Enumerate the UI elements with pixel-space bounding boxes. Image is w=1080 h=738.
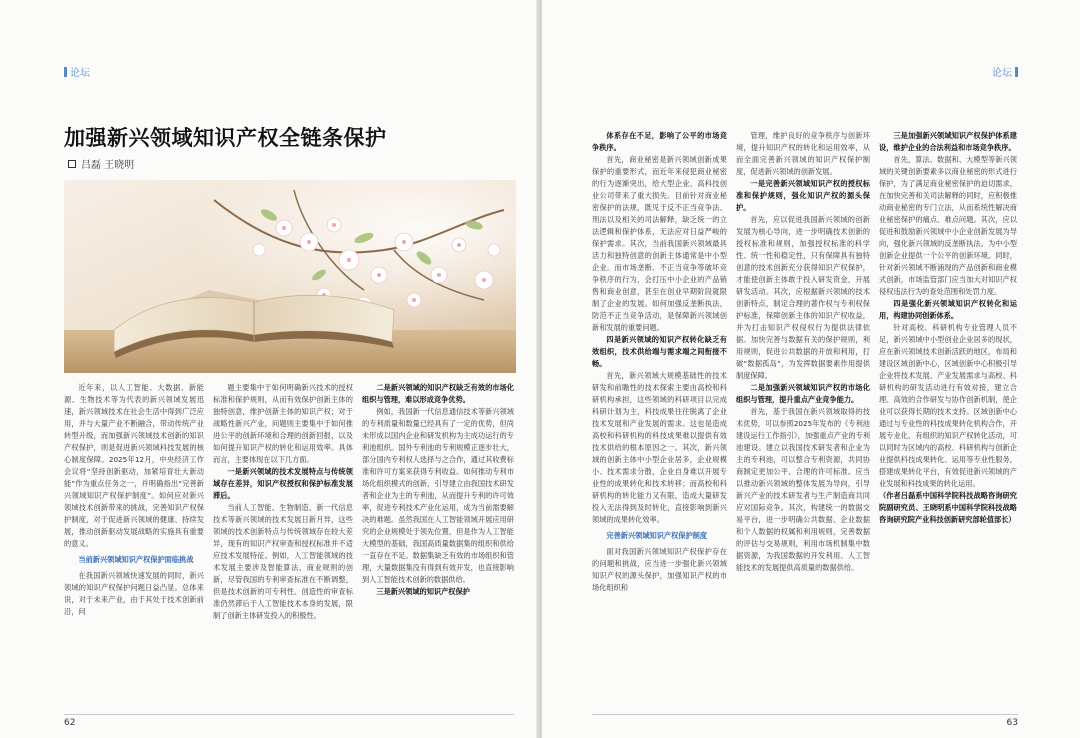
section-heading: 当前新兴领域知识产权保护面临挑战 — [78, 555, 194, 564]
section-label-text: 论坛 — [992, 68, 1012, 79]
section-marker-icon — [1015, 67, 1018, 77]
right-column-2 — [736, 130, 870, 718]
open-book-blossom-illustration — [64, 180, 516, 373]
right-column-3 — [879, 130, 1017, 718]
point-heading: 二是加强新兴领域知识产权的市场化组织与管理，提升重点产业竞争能力。 — [736, 383, 870, 404]
right-column-1 — [592, 130, 727, 718]
page-number-left: 62 — [64, 718, 76, 728]
left-column-2 — [213, 382, 353, 694]
page-number-right: 63 — [1006, 718, 1018, 728]
section-heading: 完善新兴领域知识产权保护制度 — [606, 531, 708, 540]
left-page — [0, 0, 538, 738]
paragraph: 首先，商业秘密是新兴领域创新成果保护的重要形式，而近年来侵犯商业秘密的行为逐渐突出，给大型企业、高科技创业公司带来了重大损失。目前针对商业秘密保护的法规，既见于反不正当竞争法、刑法以及相关的司法解释，缺乏统一的立法逻辑和保护体系，无法应对日益严峻的保护需求。其次，当前我国新兴领域最具活力和独特创意的创新主体通常是中小型企业。而市场垄断、不正当竞争等破坏竞争秩序的行为，会打压中小企业的产品销售和商业创意，甚至在创业早期阶段就限制了企业的发展。如何加强反垄断执法，防范不正当竞争活动，是保障新兴领域创新和发展的重要问题。 — [592, 155, 727, 332]
paragraph: 首先，新兴领域大规模基础性的技术研发和前瞻性的技术探索主要由高校和科研机构承担，这些领域的科研项目以完成科研计划为主，科技成果往往脱离了企业技术发展和产业发展的需求。这也是造成高校和科研机构的科技成果难以提供有效技术供给的根本原因之一。其次，新兴领域的创新主体中小型企业居多，企业规模小、技术需求分散，企业自身难以开展专业性的成果转化和技术转移；而高校和科研机构的转化能力又有限，造成大量研发投入无法得到及时转化，直接影响到新兴领域的成果转化效率。 — [592, 371, 727, 524]
section-label-left — [64, 64, 90, 79]
point-heading: 体系存在不足，影响了公平的市场竞争秩序。 — [592, 131, 727, 152]
paragraph: 面对我国新兴领域知识产权保护存在的问题和挑战，应当进一步强化新兴领域知识产权的源头保护，加强知识产权的市场化组织和 — [592, 547, 727, 592]
paragraph: 管理，维护良好的竞争秩序与创新环境，提升知识产权的转化和运用效率，从而全面完善新兴领域的知识产权保护制度，促进新兴领域的创新发展。 — [736, 131, 870, 176]
byline-box-icon — [68, 160, 76, 168]
left-column-1 — [64, 382, 204, 694]
footer-rule-right — [592, 714, 1018, 715]
point-heading: 一是完善新兴领域知识产权的授权标准和保护规则，强化知识产权的源头保护。 — [736, 179, 870, 212]
paragraph: 首先，基于我国在新兴领域取得的技术优势，可以参照2025年发布的《专利池建设运行工作指引》，加强重点产业的专利池建设。建立以我国技术研发者和企业为主的专利池，可以整合专利资源，共同协商制定更加公平、合理的许可标准。应当以推动新兴领域的整体发展为导向，引导新兴产业的技术研发者与生产制造商共同应对国际竞争。其次，构建统一的数据交易平台，进一步明确公共数据、企业数据和个人数据的权属和利用规则，完善数据的评估与交易规则，利用市场机制集中数据资源，为我国数据的开发利用、人工智能技术的发展提供高质量的数据供给。 — [736, 407, 870, 572]
point-heading: 三是加强新兴领域知识产权保护体系建设，维护企业的合法利益和市场竞争秩序。 — [879, 131, 1017, 152]
point-heading: 四是新兴领域的知识产权转化缺乏有效组织，技术供给端与需求端之间衔接不畅。 — [592, 335, 727, 368]
paragraph: 例如，我国新一代信息通信技术等新兴领域的专利质量和数量已经具有了一定的优势，但尚未形成以国内企业和研发机构为主成功运行的专利池组织。国外专利池的专利规模正逐步壮大，部分国内专利权人选择与之合作，通过其收费标准和许可方案来获得专利收益。如何推动专利市场化组织模式的创新，引导建立由我国技术研发者和企业为主的专利池，从而提升专利的许可效率，促进专利技术产业化运用，成为当前需要解决的难题。虽然我国在人工智能领域开展应用研究的企业规模处于领先位置，但是作为人工智能大模型的基础，我国高质量数据集的组织和供给一直存在不足。数据集缺乏有效的市场组织和管理，大量数据集没有得到有效开发，也直接影响到人工智能技术创新的数据供给。 — [362, 407, 514, 584]
article-title: 加强新兴领域知识产权全链条保护 — [64, 126, 387, 150]
section-label-text: 论坛 — [70, 68, 90, 79]
paragraph: 针对高校、科研机构专业管理人员不足，新兴领域中小型创业企业居多的现状，应在新兴领域技术创新活跃的地区，布局和建设区域创新中心，区域创新中心积极引导企业将技术发展、产业发展需求与高校、科研机构的研发活动进行有效对接，建立合理、高效的合作研发与协作创新机制，使企业可以获得长期的技术支持。区域创新中心通过与专业性的科技成果转化机构合作，开展专业化、有组织的知识产权转化活动，可以同时为区域内的高校、科研机构与创新企业提供科技成果转化、运用等专业性服务，搭建成果转化平台，有效促进新兴领域的产业发展和科技成果的转化运用。 — [879, 323, 1017, 488]
point-heading: 一是新兴领域的技术发展特点与传统领域存在差异，知识产权授权和保护标准发展滞后。 — [213, 467, 353, 500]
footer-rule-left — [64, 714, 514, 715]
point-heading: 三是新兴领域的知识产权保护 — [376, 587, 470, 596]
paragraph: 首先，算法、数据和、大模型等新兴领域的关键创新要素多以商业秘密的形式进行保护，为了满足商业秘密保护的迫切需求，在加快完善和关司法解释的同时，应积极推动商业秘密的专门立法，从而系统性解决商业秘密保护的痛点、难点问题。其次，应以促进和鼓励新兴领域中小企业创新发展为导向，强化新兴领域的反垄断执法。为中小型创新企业提供一个公平的创新环境。同时，针对新兴领域不断涌现的产品创新和商业模式创新，市场监管部门应当加大对知识产权侵权违法行为的查处范围和处罚力度。 — [879, 155, 1017, 296]
hero-image — [64, 180, 516, 373]
section-marker-icon — [64, 67, 67, 77]
paragraph: 在我国新兴领域快速发展的同时，新兴领域的知识产权保护问题日益凸显。总体来说，对于未来产业，由于其处于技术创新前沿，问 — [64, 571, 204, 616]
paragraph: 题主要集中于如何明确新兴技术的授权标准和保护规则，从而有效保护创新主体的独特创意，维护创新主体的知识产权；对于战略性新兴产业，问题则主要集中于如何推进公平的创新环境和合理的创新回报，以及如何提升知识产权的转化和运用效率。具体而言，主要体现在以下几方面。 — [213, 383, 353, 464]
paragraph: 当前人工智能、生物制造、新一代信息技术等新兴领域的技术发展日新月异，这些领域的技术创新特点与传统领域存在较大差异，现有的知识产权审查和授权标准并不适应技术发展特征。例如，人工智能领域的技术发展主要涉及智能算法、商业规则的创新，尽管我国的专利审查标准在不断调整，但是技术创新的可专利性、创造性的审查标准仍然滞后于人工智能技术本身的发展，限制了创新主体研发投入的积极性。 — [213, 503, 353, 620]
byline — [68, 156, 134, 171]
point-heading: 二是新兴领域的知识产权缺乏有效的市场化组织与管理，难以形成竞争优势。 — [362, 383, 514, 404]
paragraph: 近年来，以人工智能、大数据、新能源、生物技术等为代表的新兴领域发展迅速，新兴领域技术在社会生活中得到广泛应用，并与大量产业不断融合，带动传统产业转型升级，而加强新兴领域技术创新的知识产权保护，则是促进新兴领域科技发展的核心制度保障。2025年12月，中央经济工作会议将“坚持创新驱动，加紧培育壮大新动能”作为重点任务之一，并明确指出“完善新兴领域知识产权保护制度”。如何应对新兴领域技术创新带来的挑战，完善知识产权保护制度，对于促进新兴领域的健康、持续发展，推动创新驱动发展战略的实施具有重要的意义。 — [64, 383, 204, 548]
left-column-3 — [362, 382, 514, 694]
author-bio: （作者吕磊系中国科学院科技战略咨询研究院副研究员、王晓明系中国科学院科技战略咨询研究院产业科技创新研究部轮值部长） — [879, 491, 1017, 524]
section-label-right — [992, 64, 1018, 79]
authors: 吕磊 王晓明 — [81, 160, 135, 171]
point-heading: 四是强化新兴领域知识产权转化和运用，构建协同创新体系。 — [879, 299, 1017, 320]
paragraph: 首先，应以促进我国新兴领域的创新发展为核心导向，进一步明确技术创新的授权标准和规则，加强授权标准的科学性、统一性和稳定性，只有保障具有独特创意的技术创新充分获得知识产权保护，才能使创新主体敢于投入研发资金，开展研发活动。其次，应根据新兴领域的技术创新特点，制定合理的著作权与专利权保护标准，保障创新主体的知识产权收益，并为打击知识产权侵权行为提供法律依据。加快完善与数据有关的保护规则，利用规则，促进公共数据的开放和利用，打破“数据孤岛”，为发挥数据要素作用提供制度保障。 — [736, 215, 870, 380]
